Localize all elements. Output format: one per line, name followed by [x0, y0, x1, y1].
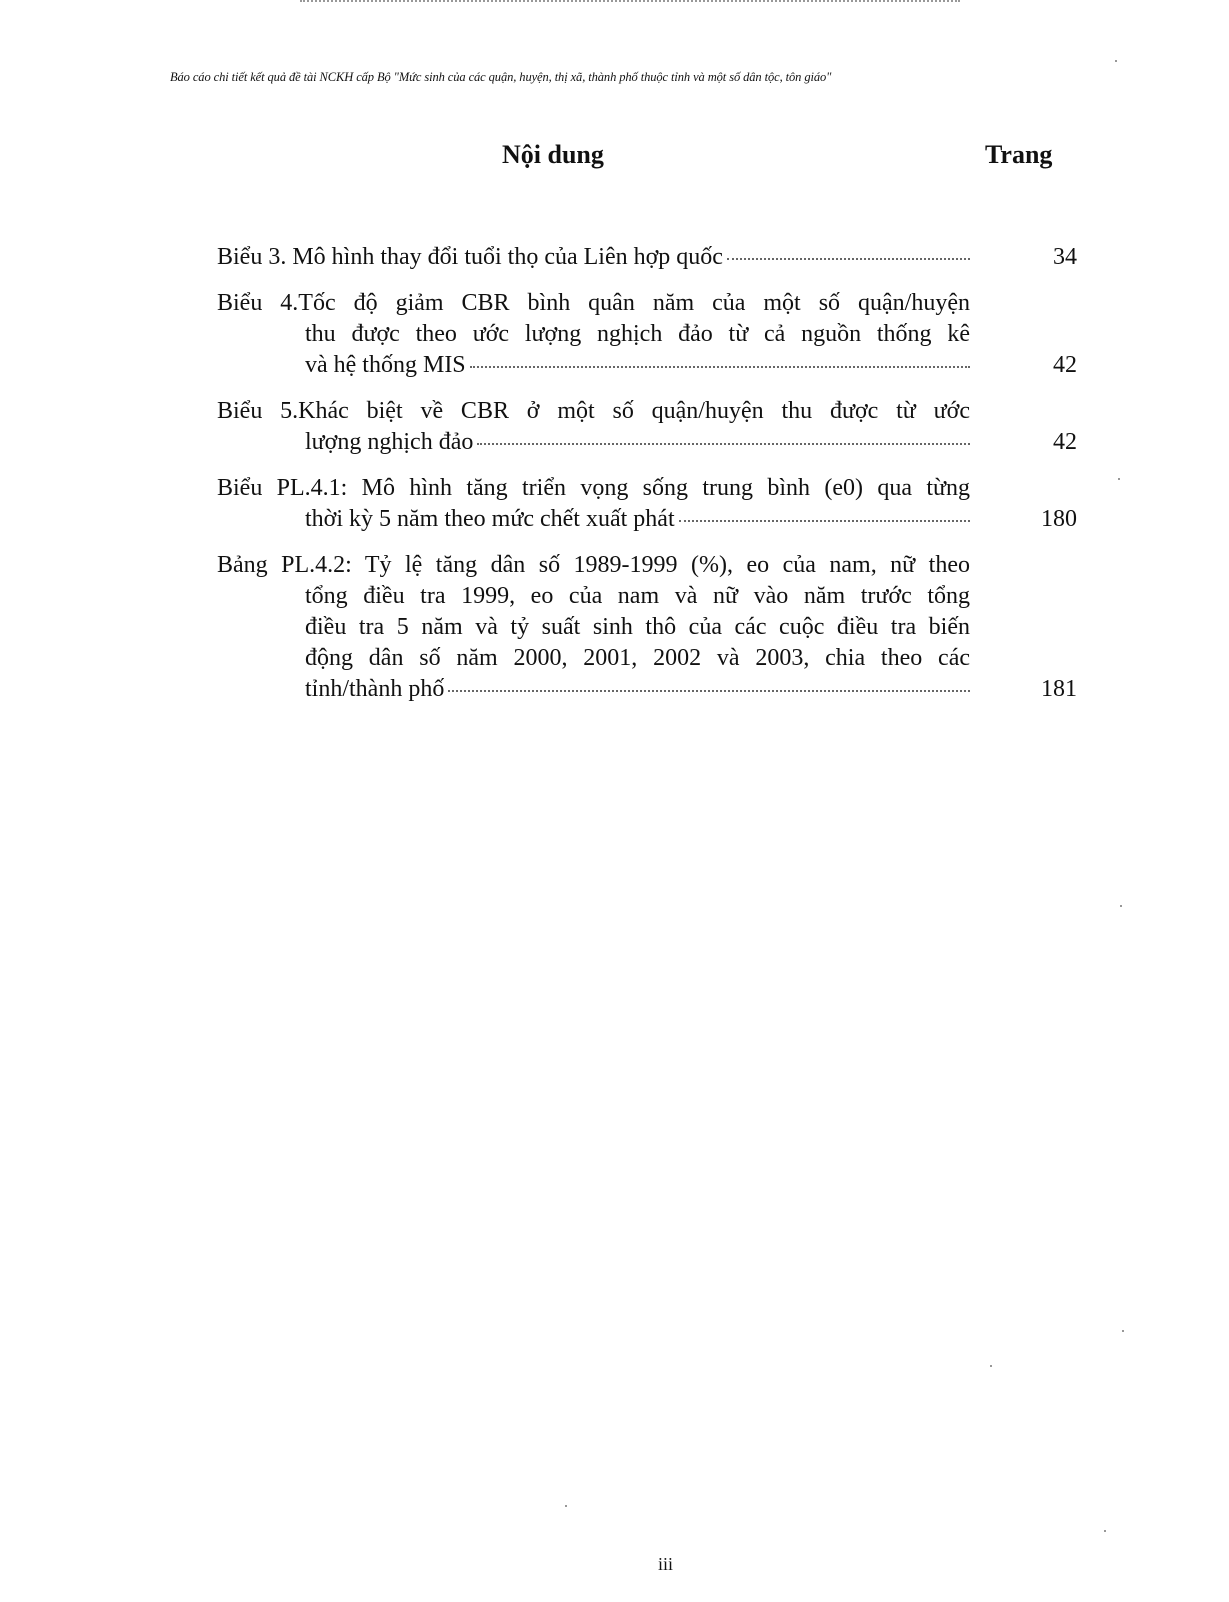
toc-entry-line: Biểu 5.Khác biệt về CBR ở một số quận/huyện thu được từ ước	[217, 398, 970, 424]
scan-speck	[1118, 478, 1120, 480]
toc-entry-page: 42	[1053, 429, 1077, 455]
toc-entry[interactable]	[217, 288, 1077, 381]
dot-leader	[727, 258, 970, 260]
toc-entry[interactable]	[217, 550, 1077, 705]
toc-entry-line	[217, 504, 970, 535]
toc-entry-text: thời kỳ 5 năm theo mức chết xuất phát	[305, 506, 675, 532]
toc-entry-line: Biểu 4.Tốc độ giảm CBR bình quân năm của một số quận/huyện	[217, 290, 970, 316]
toc-entry-line	[217, 674, 970, 705]
toc-entry-line	[217, 242, 970, 273]
toc-entry-page: 180	[1041, 506, 1077, 532]
toc-entry-line	[217, 427, 970, 458]
toc-entry-line: tổng điều tra 1999, eo của nam và nữ vào năm trước tổng	[305, 583, 970, 609]
toc-entry[interactable]	[217, 473, 1077, 535]
toc-entry-text: Biểu 3. Mô hình thay đổi tuổi thọ của Liên hợp quốc	[217, 244, 723, 270]
scan-artifact-top	[300, 0, 960, 8]
toc-entry-page: 42	[1053, 352, 1077, 378]
column-heading-page: Trang	[985, 140, 1053, 169]
page-number: iii	[658, 1554, 674, 1574]
column-heading-content: Nội dung	[502, 140, 604, 169]
toc-entry-page: 34	[1053, 244, 1077, 270]
toc-entry[interactable]	[217, 242, 1077, 273]
toc-entry[interactable]	[217, 396, 1077, 458]
scan-speck	[990, 1365, 992, 1367]
dot-leader	[470, 366, 970, 368]
toc-entry-text: tỉnh/thành phố	[305, 676, 445, 702]
toc-entry-line: điều tra 5 năm và tỷ suất sinh thô của các cuộc điều tra biến	[305, 614, 970, 640]
dot-leader	[448, 690, 970, 692]
toc-entry-text: và hệ thống MIS	[305, 352, 466, 378]
toc-entry-line: động dân số năm 2000, 2001, 2002 và 2003, chia theo các	[305, 645, 970, 671]
dot-leader	[477, 443, 970, 445]
scan-speck	[565, 1505, 567, 1507]
toc-entry-line: thu được theo ước lượng nghịch đảo từ cả nguồn thống kê	[305, 321, 970, 347]
toc-entry-line	[217, 350, 970, 381]
scan-speck	[1120, 905, 1122, 907]
toc-entry-page: 181	[1041, 676, 1077, 702]
table-of-contents	[217, 242, 1077, 720]
running-header: Báo cáo chi tiết kết quả đề tài NCKH cấp Bộ "Mức sinh của các quận, huyện, thị xã, thành phố thuộc tỉnh và một số dân tộc, tôn giáo"	[170, 70, 832, 84]
toc-entry-line: Biểu PL.4.1: Mô hình tăng triển vọng sống trung bình (e0) qua từng	[217, 475, 970, 501]
scan-speck	[1104, 1530, 1106, 1532]
scan-speck	[1115, 60, 1117, 62]
dot-leader	[679, 520, 970, 522]
toc-entry-text: lượng nghịch đảo	[305, 429, 474, 455]
scan-speck	[1122, 1330, 1124, 1332]
toc-entry-line: Bảng PL.4.2: Tỷ lệ tăng dân số 1989-1999 (%), eo của nam, nữ theo	[217, 552, 970, 578]
